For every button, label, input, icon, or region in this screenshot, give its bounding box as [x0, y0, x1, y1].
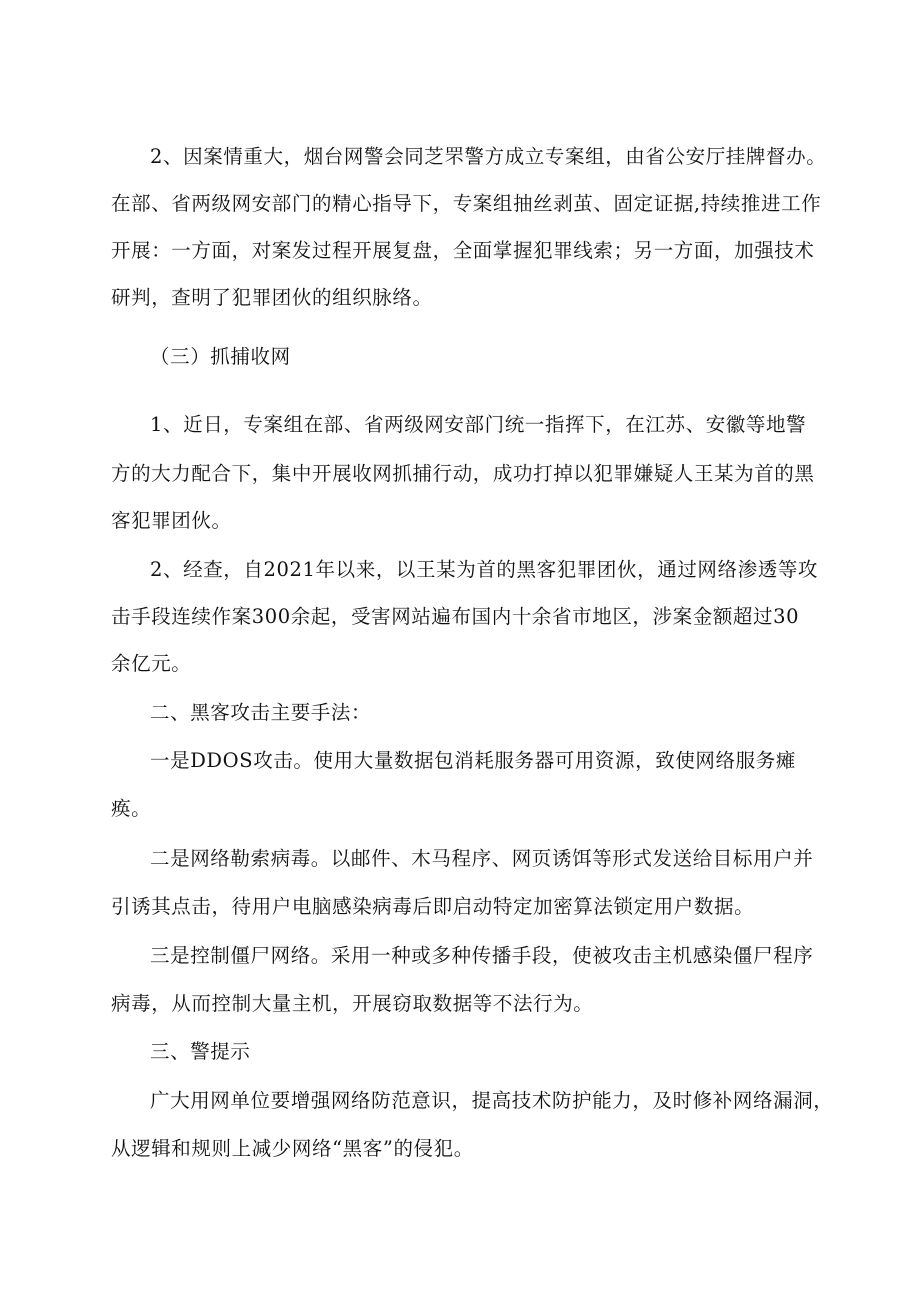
- section-three-heading: 三、警提示: [150, 1040, 251, 1063]
- paragraph-1-line-4: 研判，查明了犯罪团伙的组织脉络。: [111, 286, 433, 309]
- method-1-line-1: 一是DDOS攻击。使用大量数据包消耗服务器可用资源，致使网络服务瘫: [150, 749, 796, 772]
- section-3-heading: （三）抓捕收网: [150, 345, 291, 368]
- paragraph-2-line-1: 1、近日，专案组在部、省两级网安部门统一指挥下，在江苏、安徽等地警: [150, 413, 807, 436]
- warning-line-1: 广大用网单位要增强网络防范意识，提高技术防护能力，及时修补网络漏洞，: [150, 1089, 834, 1112]
- warning-line-2: 从逻辑和规则上减少网络“黑客”的侵犯。: [111, 1137, 474, 1160]
- paragraph-3-line-3: 余亿元。: [111, 652, 192, 675]
- paragraph-2-line-2: 方的大力配合下，集中开展收网抓捕行动，成功打掉以犯罪嫌疑人王某为首的黑: [111, 462, 815, 485]
- paragraph-1-line-3: 开展：一方面，对案发过程开展复盘，全面掌握犯罪线索；另一方面，加强技术: [111, 239, 815, 262]
- method-2-line-2: 引诱其点击，待用户电脑感染病毒后即启动特定加密算法锁定用户数据。: [111, 895, 755, 918]
- method-3-line-2: 病毒，从而控制大量主机，开展窃取数据等不法行为。: [111, 992, 594, 1015]
- paragraph-1-line-1: 2、因案情重大，烟台网警会同芝罘警方成立专案组，由省公安厅挂牌督办。: [150, 145, 827, 168]
- paragraph-3-line-2: 击手段连续作案300余起，受害网站遍布国内十余省市地区，涉案金额超过30: [111, 605, 800, 628]
- paragraph-3-line-1: 2、经查，自2021年以来，以王某为首的黑客犯罪团伙，通过网络渗透等攻: [150, 558, 819, 581]
- section-two-heading: 二、黑客攻击主要手法：: [150, 701, 372, 724]
- method-3-line-1: 三是控制僵尸网络。采用一种或多种传播手段，使被攻击主机感染僵尸程序: [150, 944, 814, 967]
- method-2-line-1: 二是网络勒索病毒。以邮件、木马程序、网页诱饵等形式发送给目标用户并: [150, 847, 814, 870]
- paragraph-2-line-3: 客犯罪团伙。: [111, 509, 232, 532]
- method-1-line-2: 痪。: [111, 797, 152, 820]
- paragraph-1-line-2: 在部、省两级网安部门的精心指导下，专案组抽丝剥茧、固定证据,持续推进工作: [111, 192, 822, 215]
